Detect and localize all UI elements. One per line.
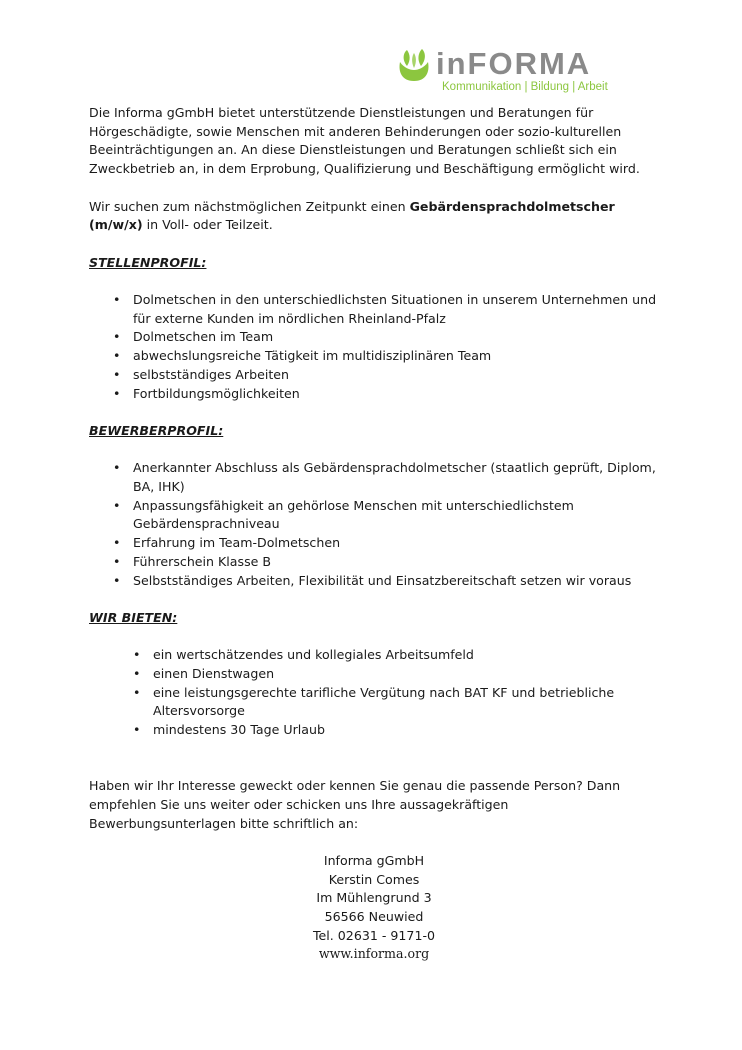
job-posting-body (89, 104, 659, 964)
address-phone: Tel. 02631 - 9171-0 (312, 927, 436, 943)
section-spacer (89, 758, 659, 777)
list-item: • Dolmetschen im Team (89, 328, 659, 347)
list-item: • abwechslungsreiche Tätigkeit im multidisziplinären Team (89, 347, 659, 366)
search-text-before: Wir suchen zum nächstmöglichen Zeitpunkt einen (89, 198, 410, 214)
search-text-after: in Voll- oder Teilzeit. (142, 217, 273, 233)
address-city: 56566 Neuwied (324, 909, 424, 925)
contact-address (89, 852, 659, 964)
bewerberprofil-heading: BEWERBERPROFIL: (89, 422, 224, 438)
address-street: Im Mühlengrund 3 (316, 890, 432, 906)
bewerberprofil-list (89, 459, 659, 590)
logo-tagline: Kommunikation | Bildung | Arbeit (442, 81, 608, 93)
address-website: www.informa.org (318, 946, 430, 962)
list-item: • Anpassungsfähigkeit an gehörlose Menschen mit unterschiedlichstem Gebärdensprachniveau (89, 497, 659, 534)
intro-paragraph: Die Informa gGmbH bietet unterstützende Dienstleistungen und Beratungen für Hörgeschädigte, sowie Menschen mit anderen Behinderungen oder sozio-kulturellen Beeinträchtigungen an. An diese Dienstleistungen und Beratungen schließt sich ein Zweckbetrieb an, in dem Erprobung, Qualifizierung und Beschäftigung ermöglicht wird. (89, 105, 640, 177)
closing-paragraph: Haben wir Ihr Interesse geweckt oder kennen Sie genau die passende Person? Dann empfehlen Sie uns weiter oder schicken uns Ihre aussagekräftigen Bewerbungsunterlagen bitte schriftlich an: (89, 778, 621, 831)
search-paragraph (89, 198, 659, 235)
informa-wordmark: inFORMA (436, 46, 592, 81)
position-title: Gebärdensprachdolmetscher (m/w/x) (89, 198, 615, 233)
list-item: • mindestens 30 Tage Urlaub (89, 721, 659, 740)
list-item: • einen Dienstwagen (89, 665, 659, 684)
stellenprofil-list (89, 291, 659, 403)
informa-leaf-logo-icon (398, 48, 430, 82)
list-item: • Anerkannter Abschluss als Gebärdensprachdolmetscher (staatlich geprüft, Diplom, BA, IHK) (89, 459, 659, 496)
stellenprofil-heading: STELLENPROFIL: (89, 254, 207, 270)
list-item: • Erfahrung im Team-Dolmetschen (89, 534, 659, 553)
list-item: • eine leistungsgerechte tarifliche Vergütung nach BAT KF und betriebliche Altersvorsorge (89, 684, 659, 721)
list-item: • Dolmetschen in den unterschiedlichsten Situationen in unserem Unternehmen und für externe Kunden im nördlichen Rheinland-Pfalz (89, 291, 659, 328)
wirbieten-list (89, 646, 659, 740)
list-item: • Selbstständiges Arbeiten, Flexibilität und Einsatzbereitschaft setzen wir voraus (89, 572, 659, 591)
wirbieten-heading: WIR BIETEN: (89, 609, 178, 625)
list-item: • ein wertschätzendes und kollegiales Arbeitsumfeld (89, 646, 659, 665)
list-item: • selbstständiges Arbeiten (89, 366, 659, 385)
list-item: • Führerschein Klasse B (89, 553, 659, 572)
address-company: Informa gGmbH (323, 852, 425, 868)
list-item: • Fortbildungsmöglichkeiten (89, 385, 659, 404)
address-contact-person: Kerstin Comes (328, 871, 420, 887)
informa-logo (398, 46, 630, 94)
